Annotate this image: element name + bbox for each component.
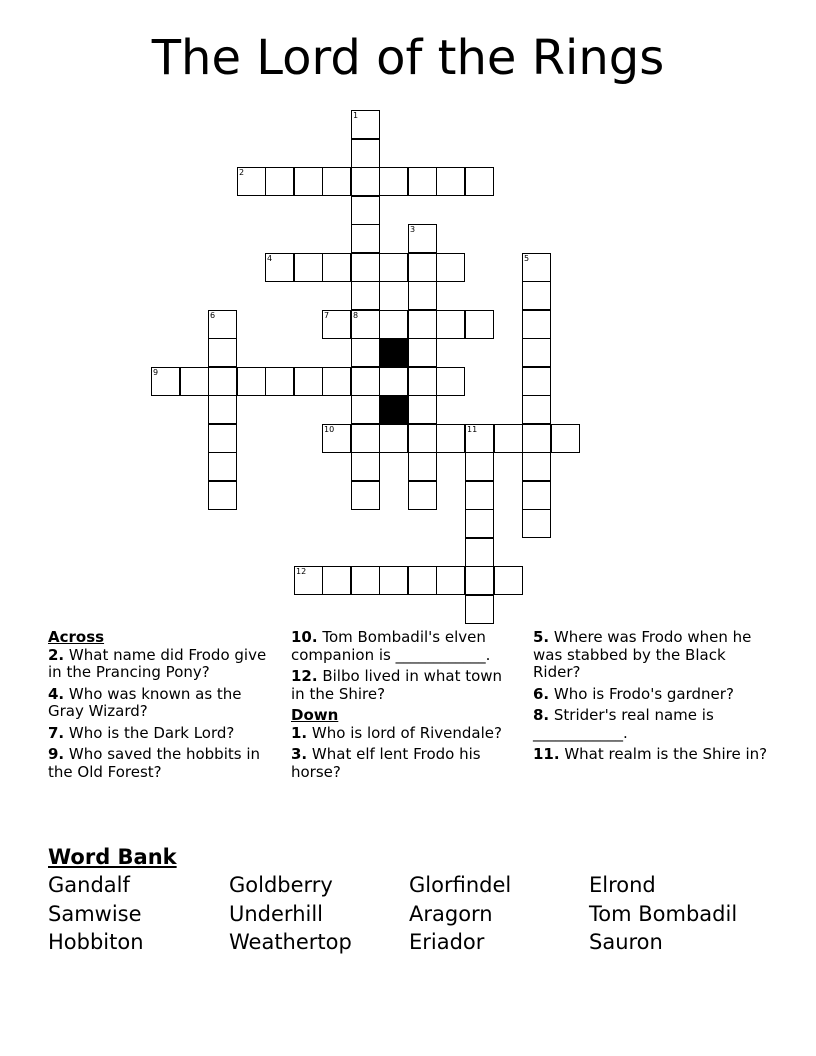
grid-cell[interactable] — [408, 167, 437, 196]
grid-cell[interactable] — [351, 196, 380, 225]
clue-item — [291, 668, 516, 703]
down-heading: Down — [291, 706, 339, 724]
grid-cell[interactable] — [351, 139, 380, 168]
grid-cell[interactable] — [351, 338, 380, 367]
grid-cell[interactable] — [436, 566, 465, 595]
grid-cell[interactable] — [208, 424, 237, 453]
grid-cell[interactable] — [522, 281, 551, 310]
clue-item — [533, 746, 768, 764]
clue-num: 4. — [48, 684, 65, 703]
clue-num: 2. — [48, 645, 65, 664]
clues-column-2 — [291, 629, 516, 785]
clue-num: 7. — [48, 723, 65, 742]
grid-cell[interactable] — [465, 538, 494, 567]
grid-cell[interactable] — [408, 253, 437, 282]
word-bank-item: Weathertop — [229, 930, 352, 954]
grid-cell[interactable] — [522, 338, 551, 367]
grid-cell[interactable] — [180, 367, 209, 396]
grid-cell[interactable] — [408, 367, 437, 396]
grid-cell[interactable] — [436, 253, 465, 282]
grid-cell[interactable] — [465, 509, 494, 538]
grid-cell[interactable] — [322, 367, 351, 396]
grid-cell[interactable] — [351, 566, 380, 595]
clue-text: What realm is the Shire in? — [559, 745, 768, 763]
grid-cell[interactable] — [551, 424, 580, 453]
word-bank-item: Underhill — [229, 902, 324, 926]
grid-cell[interactable] — [351, 424, 380, 453]
grid-cell[interactable] — [408, 566, 437, 595]
word-bank-item: Gandalf — [48, 873, 130, 897]
grid-cell[interactable] — [408, 338, 437, 367]
word-bank-item: Sauron — [589, 930, 663, 954]
clue-num: 11. — [533, 745, 560, 763]
clue-number: 4 — [267, 254, 273, 263]
clue-num: 9. — [48, 745, 65, 763]
grid-cell[interactable] — [237, 367, 266, 396]
grid-cell[interactable] — [379, 424, 408, 453]
clues-column-3 — [533, 629, 768, 768]
grid-cell[interactable] — [465, 167, 494, 196]
clue-text: Where was Frodo when he was stabbed by the Black Rider? — [533, 628, 752, 681]
grid-cell[interactable] — [208, 395, 237, 424]
black-cell — [379, 395, 408, 424]
clue-number: 11 — [467, 425, 478, 434]
grid-cell[interactable] — [522, 509, 551, 538]
clue-number: 1 — [353, 111, 359, 120]
clue-num: 12. — [291, 667, 318, 685]
grid-cell[interactable] — [522, 424, 551, 453]
grid-cell[interactable] — [208, 338, 237, 367]
word-bank-item: Goldberry — [229, 873, 333, 897]
clue-number: 12 — [296, 567, 307, 576]
clue-item — [48, 725, 273, 743]
grid-cell[interactable] — [408, 310, 437, 339]
clue-number: 6 — [210, 311, 216, 320]
clue-text: Who is Frodo's gardner? — [549, 684, 734, 703]
grid-cell[interactable] — [351, 253, 380, 282]
grid-cell[interactable] — [494, 566, 523, 595]
grid-cell[interactable] — [379, 566, 408, 595]
word-bank-item: Aragorn — [409, 902, 493, 926]
clue-num: 1. — [291, 723, 308, 742]
word-bank-heading: Word Bank — [48, 845, 177, 869]
grid-cell[interactable] — [522, 481, 551, 510]
grid-cell[interactable] — [436, 167, 465, 196]
clue-text: What name did Frodo give in the Prancing Pony? — [48, 645, 267, 681]
grid-cell[interactable] — [408, 395, 437, 424]
clue-text: Who is lord of Rivendale? — [307, 723, 502, 742]
clue-item — [291, 746, 516, 781]
word-bank-item: Samwise — [48, 902, 142, 926]
clue-number: 7 — [324, 311, 330, 320]
clue-num: 3. — [291, 745, 308, 763]
grid-cell[interactable] — [522, 452, 551, 481]
page-title: The Lord of the Rings — [151, 30, 665, 86]
grid-cell[interactable] — [294, 253, 323, 282]
clue-number: 3 — [410, 225, 416, 234]
grid-cell[interactable] — [351, 167, 380, 196]
grid-cell[interactable] — [522, 310, 551, 339]
grid-cell[interactable] — [465, 310, 494, 339]
grid-cell[interactable] — [465, 452, 494, 481]
grid-cell[interactable] — [322, 566, 351, 595]
across-heading: Across — [48, 628, 105, 646]
grid-cell[interactable] — [379, 167, 408, 196]
grid-cell[interactable] — [436, 310, 465, 339]
word-bank-item: Hobbiton — [48, 930, 144, 954]
clue-text: Who was known as the Gray Wizard? — [48, 684, 242, 720]
clue-number: 2 — [239, 168, 245, 177]
grid-cell[interactable] — [351, 452, 380, 481]
grid-cell[interactable] — [322, 167, 351, 196]
grid-cell[interactable] — [351, 481, 380, 510]
grid-cell[interactable] — [294, 167, 323, 196]
clue-number: 8 — [353, 311, 359, 320]
grid-cell[interactable] — [522, 395, 551, 424]
clue-num: 8. — [533, 706, 550, 724]
grid-cell[interactable] — [436, 367, 465, 396]
clue-item — [533, 629, 768, 682]
clue-number: 9 — [153, 368, 159, 377]
grid-cell[interactable] — [322, 253, 351, 282]
grid-cell[interactable] — [294, 367, 323, 396]
grid-cell[interactable] — [379, 310, 408, 339]
clue-item — [291, 629, 516, 664]
clue-item — [48, 647, 273, 682]
grid-cell[interactable] — [379, 367, 408, 396]
word-bank-item: Tom Bombadil — [589, 902, 738, 926]
clue-item — [48, 746, 273, 781]
grid-cell[interactable] — [408, 481, 437, 510]
clue-item — [533, 707, 768, 742]
word-bank-item: Eriador — [409, 930, 485, 954]
grid-cell[interactable] — [465, 566, 494, 595]
clue-item — [48, 686, 273, 721]
clue-text: Strider's real name is ____________. — [533, 706, 714, 742]
clue-text: Who saved the hobbits in the Old Forest? — [48, 745, 261, 781]
clue-item — [291, 725, 516, 743]
grid-cell[interactable] — [408, 281, 437, 310]
clue-num: 10. — [291, 628, 318, 646]
clue-text: Tom Bombadil's elven companion is ____________. — [291, 628, 491, 664]
grid-cell[interactable] — [522, 367, 551, 396]
word-bank-item: Elrond — [589, 873, 656, 897]
grid-cell[interactable] — [494, 424, 523, 453]
grid-cell[interactable] — [265, 167, 294, 196]
grid-cell[interactable] — [351, 367, 380, 396]
grid-cell[interactable] — [265, 367, 294, 396]
grid-cell[interactable] — [351, 395, 380, 424]
clue-text: What elf lent Frodo his horse? — [291, 745, 481, 781]
clue-number: 10 — [324, 425, 335, 434]
clue-text: Who is the Dark Lord? — [64, 723, 235, 742]
grid-cell[interactable] — [208, 481, 237, 510]
grid-cell[interactable] — [379, 253, 408, 282]
grid-cell[interactable] — [351, 224, 380, 253]
word-bank-item: Glorfindel — [409, 873, 512, 897]
grid-cell[interactable] — [465, 481, 494, 510]
grid-cell[interactable] — [408, 452, 437, 481]
clue-num: 6. — [533, 684, 550, 703]
clue-text: Bilbo lived in what town in the Shire? — [291, 667, 503, 703]
grid-cell[interactable] — [408, 424, 437, 453]
clues-column-1 — [48, 629, 273, 785]
grid-cell[interactable] — [208, 452, 237, 481]
grid-cell[interactable] — [465, 595, 494, 624]
black-cell — [379, 338, 408, 367]
clue-number: 5 — [524, 254, 530, 263]
grid-cell[interactable] — [351, 281, 380, 310]
clue-num: 5. — [533, 628, 550, 646]
grid-cell[interactable] — [436, 424, 465, 453]
clue-item — [533, 686, 768, 704]
grid-cell[interactable] — [208, 367, 237, 396]
